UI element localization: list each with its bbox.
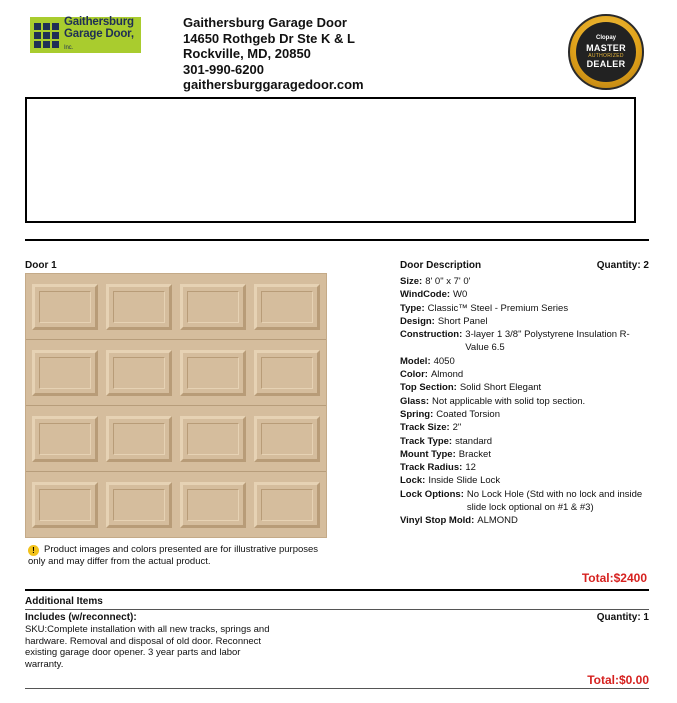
divider [25,239,649,241]
spec-windcode: WindCode: W0 [400,289,468,301]
spec-design: Design: Short Panel [400,315,488,327]
spec-track-radius: Track Radius: 12 [400,462,476,474]
company-website: gaithersburggaragedoor.com [183,77,364,92]
divider [25,688,649,689]
spec-mount-type: Mount Type: Bracket [400,448,491,460]
badge-authorized: AUTHORIZED [588,53,624,59]
door-specs [400,275,650,528]
company-address2: Rockville, MD, 20850 [183,46,311,61]
company-name: Gaithersburg Garage Door [183,15,347,30]
spec-track-type: Track Type: standard [400,435,493,447]
additional-total: Total:$0.00 [587,673,649,687]
door-quantity: Quantity: 2 [596,260,649,271]
logo-line1: Gaithersburg [64,16,134,28]
note-text: Product images and colors presented are for illustrative purposes only and may differ from the actual product. [28,544,319,567]
logo-text [64,16,141,54]
company-phone: 301-990-6200 [183,61,264,77]
door-title: Door 1 [25,260,57,271]
logo-grid-icon [34,23,59,48]
additional-quantity: Quantity: 1 [596,612,649,623]
spec-construction: Construction: 3-layer 1 3/8" Polystyrene Insulation R-Value 6.5 [400,329,630,354]
badge-brand: Clopay [595,35,616,41]
divider [25,589,649,591]
spec-vinyl-stop-mold: Vinyl Stop Mold: ALMOND [400,515,518,527]
warning-icon: ! [28,545,39,556]
door-total: Total:$2400 [581,571,647,585]
additional-items-title: Additional Items [25,596,103,607]
master-dealer-badge [568,14,644,90]
door-description-title: Door Description [400,260,482,271]
logo-inc: Inc. [64,45,73,51]
company-logo [30,17,141,53]
spec-model: Model: 4050 [400,355,455,367]
spec-color: Color: Almond [400,369,464,381]
door-image [25,273,327,538]
spec-lock-options: Lock Options: No Lock Hole (Std with no lock and inside slide lock optional on #1 & #3) [400,488,643,514]
spec-type: Type: Classic™ Steel - Premium Series [400,302,569,314]
badge-master: MASTER [586,43,626,53]
spec-track-size: Track Size: 2" [400,422,462,434]
empty-notes-box [25,97,636,223]
spec-size: Size: 8' 0" x 7' 0' [400,276,471,287]
logo-line2: Garage Door, [64,28,134,40]
additional-item-description: SKU:Complete installation with all new tracks, springs and hardware. Removal and disposal of old door. Reconnect existing garage door opener. 3 year parts and labor warranty. [25,624,270,671]
company-address1: 14650 Rothgeb Dr Ste K & L [183,30,355,46]
additional-item-title: Includes (w/reconnect): [25,612,137,623]
illustrative-note [28,544,328,568]
spec-spring: Spring: Coated Torsion [400,408,500,420]
spec-top-section: Top Section: Solid Short Elegant [400,382,542,394]
divider [25,609,649,610]
badge-dealer: DEALER [586,59,626,69]
spec-glass: Glass: Not applicable with solid top section. [400,395,586,407]
company-info [183,15,364,93]
spec-lock: Lock: Inside Slide Lock [400,475,501,487]
